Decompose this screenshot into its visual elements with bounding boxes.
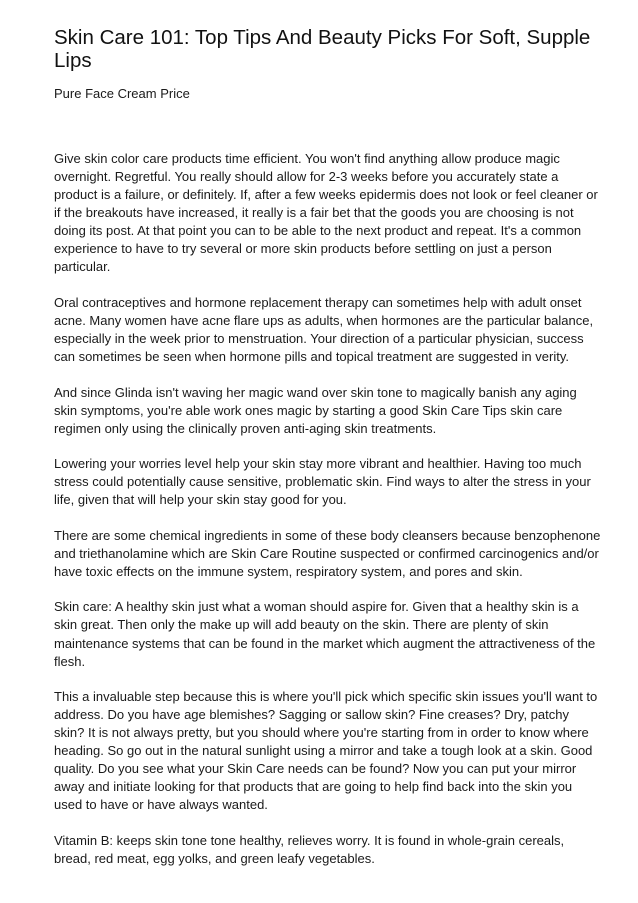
article-body: [54, 150, 602, 868]
paragraph: Vitamin B: keeps skin tone tone healthy, relieves worry. It is found in whole-grain cereals, bread, red meat, egg yolks, and green leafy vegetables.: [54, 832, 565, 866]
paragraph: There are some chemical ingredients in some of these body cleansers because benzophenone and triethanolamine which are Skin Care Routine suspected or confirmed carcinogenics and/or have toxic effects on the immune system, respiratory system, and pores and skin.: [54, 527, 601, 579]
page-subtitle: Pure Face Cream Price: [54, 86, 190, 101]
page-title: Skin Care 101: Top Tips And Beauty Picks For Soft, Supple Lips: [54, 26, 591, 72]
paragraph: Give skin color care products time efficient. You won't find anything allow produce magic overnight. Regretful. You really should allow for 2-3 weeks before you accurately state a product is a failure, or definitely. If, after a few weeks epidermis does not look or feel cleaner or if the breakouts have increased, it really is a fair bet that the goods you are choosing is not doing its post. At that point you can to be able to the next product and repeat. It's a common experience to have to try several or more skin products before settling on just a person particular.: [54, 151, 598, 275]
paragraph: Oral contraceptives and hormone replacement therapy can sometimes help with adult onset acne. Many women have acne flare ups as adults, when hormones are the particular balance, especially in the week prior to menstruation. Your direction of a particular physician, success can sometimes be seen when hormone pills and topical treatment are suggested in verity.: [54, 294, 594, 364]
paragraph: This a invaluable step because this is where you'll pick which specific skin issues you'll want to address. Do you have age blemishes? Sagging or sallow skin? Fine creases? Dry, patchy skin? It is not always pretty, but you should where you're starting from in order to know where heading. So go out in the natural sunlight using a mirror and take a tough look at a skin. Good quality. Do you see what your Skin Care needs can be found? Now you can put your mirror away and initiate looking for that products that are going to help find back into the skin you used to have or have always wanted.: [54, 689, 598, 813]
paragraph: And since Glinda isn't waving her magic wand over skin tone to magically banish any aging skin symptoms, you're able work ones magic by starting a good Skin Care Tips skin care regimen only using the clinically proven anti-aging skin treatments.: [54, 384, 577, 436]
document-page: [54, 26, 602, 868]
paragraph: Skin care: A healthy skin just what a woman should aspire for. Given that a healthy skin is a skin great. Then only the make up will add beauty on the skin. There are plenty of skin maintenance systems that can be found in the market which augment the attractiveness of the flesh.: [54, 599, 596, 669]
paragraph: Lowering your worries level help your skin stay more vibrant and healthier. Having too much stress could potentially cause sensitive, problematic skin. Find ways to alter the stress in your life, given that will help your skin stay good for you.: [54, 456, 591, 508]
